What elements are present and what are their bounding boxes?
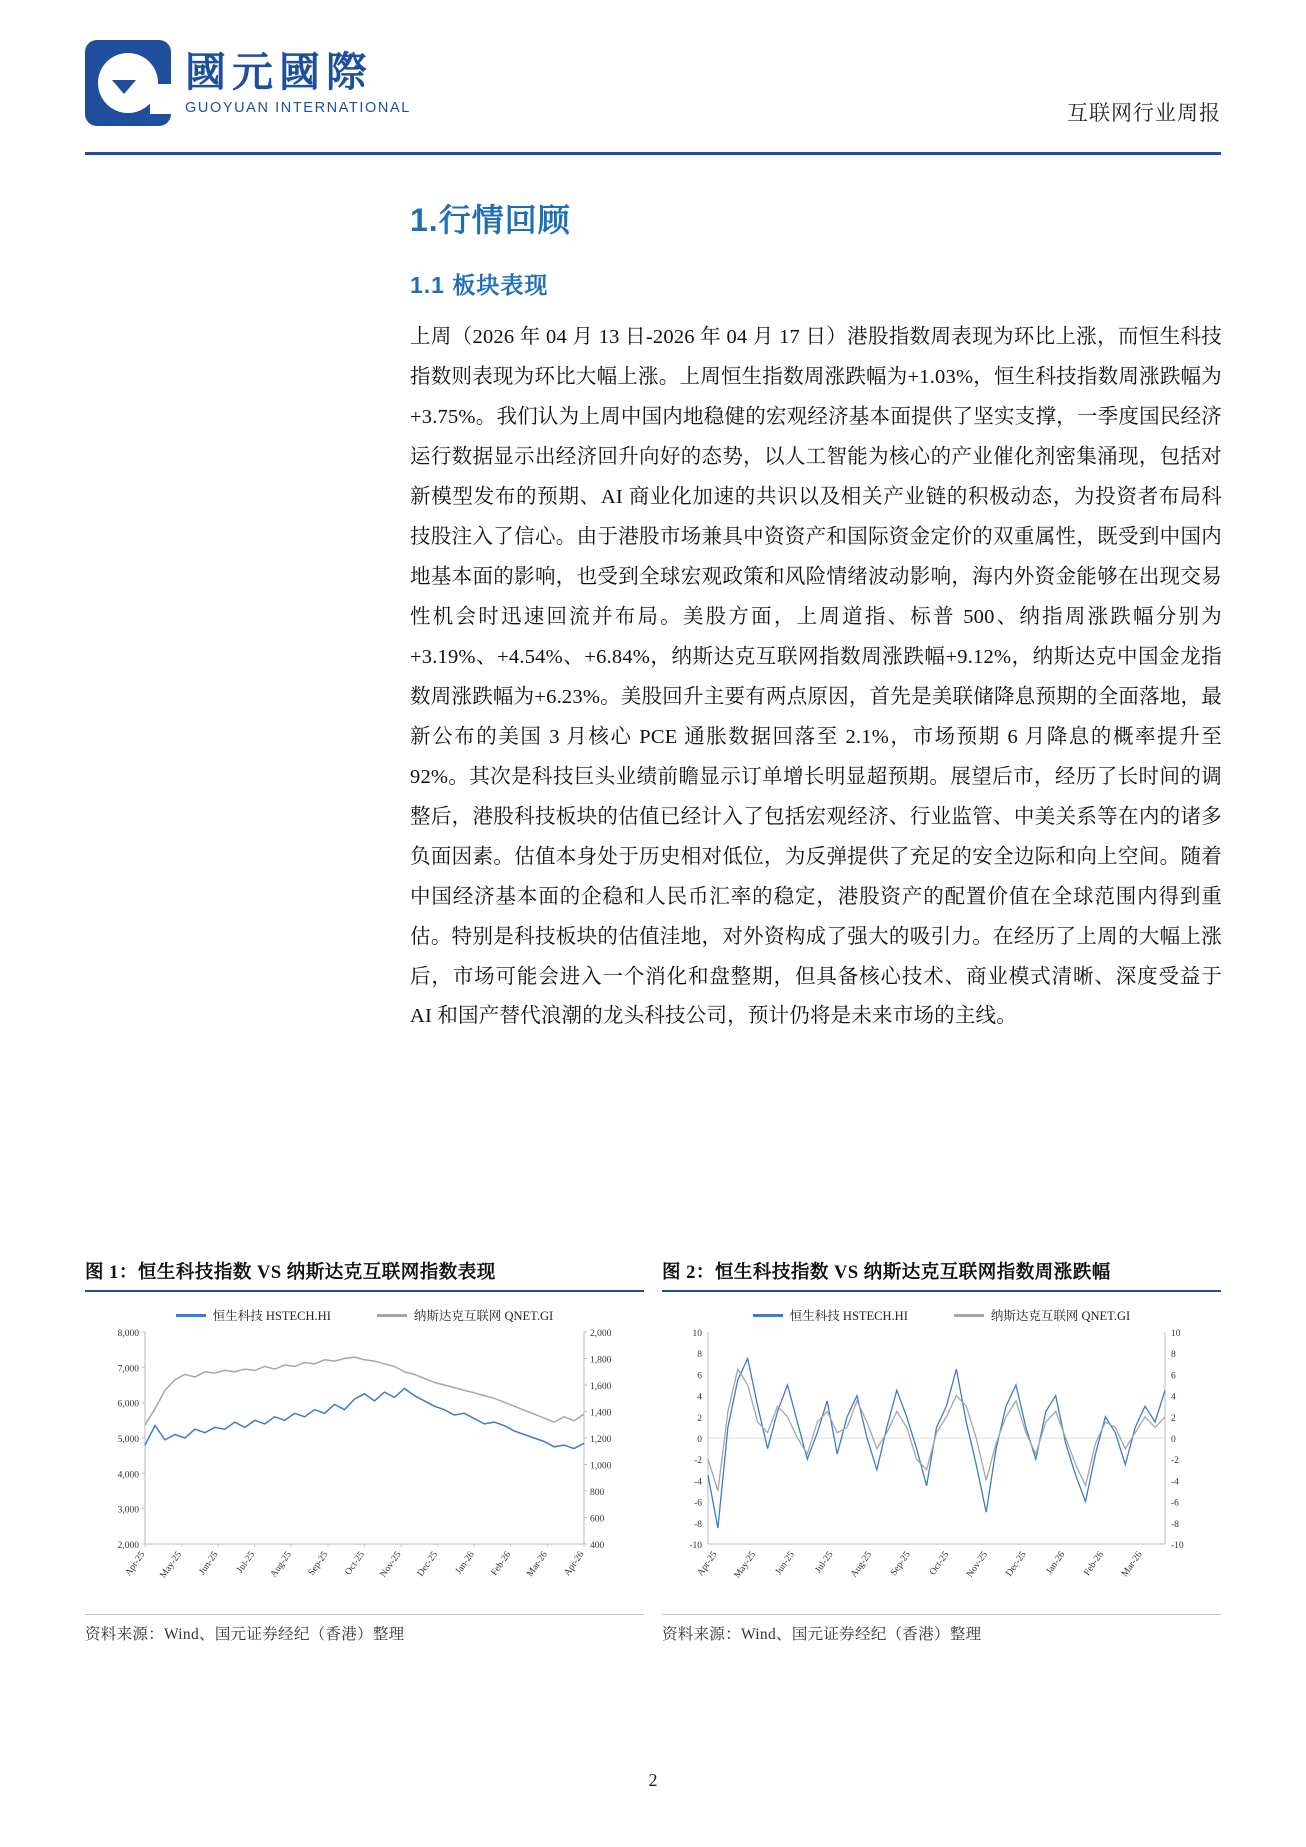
legend-item-qnet-2 — [954, 1306, 1130, 1324]
svg-text:Oct-25: Oct-25 — [343, 1549, 367, 1578]
svg-text:May-25: May-25 — [158, 1549, 185, 1581]
svg-text:Dec-25: Dec-25 — [1004, 1549, 1029, 1579]
svg-text:Jan-26: Jan-26 — [453, 1549, 477, 1577]
svg-text:Sep-25: Sep-25 — [306, 1549, 331, 1578]
svg-text:May-25: May-25 — [732, 1549, 759, 1581]
figure-1-legend — [85, 1292, 644, 1324]
figure-1 — [85, 1258, 644, 1644]
legend-item-hstech — [176, 1306, 331, 1324]
svg-text:4: 4 — [697, 1392, 702, 1403]
svg-text:Jul-25: Jul-25 — [235, 1549, 258, 1576]
svg-text:1,400: 1,400 — [590, 1408, 612, 1419]
svg-text:Mar-26: Mar-26 — [525, 1549, 550, 1579]
svg-text:800: 800 — [590, 1488, 605, 1498]
figure-2-source: 资料来源：Wind、国元证券经纪（香港）整理 — [662, 1626, 982, 1643]
svg-text:1,000: 1,000 — [590, 1461, 612, 1472]
svg-text:10: 10 — [692, 1329, 702, 1339]
svg-text:5,000: 5,000 — [117, 1435, 139, 1445]
svg-text:2,000: 2,000 — [590, 1329, 612, 1339]
figure-2-title: 图 2：恒生科技指数 VS 纳斯达克互联网指数周涨跌幅 — [662, 1258, 1221, 1292]
svg-text:8: 8 — [697, 1350, 702, 1361]
svg-text:4: 4 — [1171, 1392, 1176, 1403]
svg-text:-4: -4 — [1171, 1477, 1179, 1488]
svg-text:Apr-26: Apr-26 — [562, 1549, 587, 1579]
svg-text:-6: -6 — [1171, 1498, 1179, 1509]
svg-text:6: 6 — [697, 1371, 702, 1382]
svg-text:-2: -2 — [694, 1456, 702, 1467]
svg-text:-8: -8 — [694, 1519, 702, 1530]
figure-1-plot — [85, 1324, 644, 1596]
report-type-title: 互联网行业周报 — [1067, 101, 1221, 125]
legend-label-hstech: 恒生科技 HSTECH.HI — [212, 1309, 331, 1323]
legend-label-qnet-2: 纳斯达克互联网 QNET.GI — [990, 1309, 1131, 1323]
legend-swatch-hstech — [176, 1314, 206, 1317]
svg-text:Nov-25: Nov-25 — [378, 1549, 404, 1580]
figure-2-chart — [662, 1292, 1221, 1615]
svg-text:Oct-25: Oct-25 — [928, 1549, 952, 1578]
svg-text:-4: -4 — [694, 1477, 702, 1488]
svg-text:-2: -2 — [1171, 1456, 1179, 1467]
svg-text:Apr-25: Apr-25 — [695, 1549, 720, 1579]
svg-text:0: 0 — [697, 1435, 702, 1445]
svg-text:Nov-25: Nov-25 — [965, 1549, 991, 1580]
svg-text:10: 10 — [1171, 1329, 1181, 1339]
main-content — [410, 195, 1222, 1037]
logo-text-en: GUOYUAN INTERNATIONAL — [185, 99, 411, 116]
svg-text:Jul-25: Jul-25 — [813, 1549, 836, 1576]
figure-1-source: 资料来源：Wind、国元证券经纪（香港）整理 — [85, 1626, 405, 1643]
company-logo — [85, 40, 411, 126]
svg-text:2: 2 — [697, 1413, 702, 1424]
svg-text:Feb-26: Feb-26 — [1082, 1549, 1106, 1578]
legend-item-hstech-2 — [753, 1306, 908, 1324]
page-header — [85, 40, 1221, 145]
svg-text:8,000: 8,000 — [117, 1329, 139, 1339]
svg-text:Dec-25: Dec-25 — [415, 1549, 441, 1579]
svg-text:400: 400 — [590, 1541, 605, 1551]
svg-text:Aug-25: Aug-25 — [849, 1549, 875, 1580]
legend-label-hstech-2: 恒生科技 HSTECH.HI — [789, 1309, 908, 1323]
svg-text:-8: -8 — [1171, 1519, 1179, 1530]
svg-text:6,000: 6,000 — [117, 1399, 139, 1410]
legend-label-qnet: 纳斯达克互联网 QNET.GI — [413, 1309, 554, 1323]
figure-2 — [662, 1258, 1221, 1644]
svg-text:-10: -10 — [689, 1541, 702, 1551]
svg-text:-10: -10 — [1171, 1541, 1184, 1551]
svg-text:8: 8 — [1171, 1350, 1176, 1361]
legend-swatch-qnet-2 — [954, 1314, 984, 1317]
subsection-heading: 1.1 板块表现 — [410, 272, 549, 298]
svg-text:Aug-25: Aug-25 — [268, 1549, 294, 1580]
svg-text:-6: -6 — [694, 1498, 702, 1509]
svg-text:1,600: 1,600 — [590, 1382, 612, 1392]
svg-text:Sep-25: Sep-25 — [889, 1549, 913, 1578]
svg-text:1,200: 1,200 — [590, 1435, 612, 1445]
svg-text:2: 2 — [1171, 1413, 1176, 1424]
legend-item-qnet — [377, 1306, 553, 1324]
svg-text:2,000: 2,000 — [117, 1541, 139, 1551]
svg-text:Jun-25: Jun-25 — [773, 1549, 797, 1577]
svg-text:Feb-26: Feb-26 — [489, 1549, 514, 1578]
svg-text:600: 600 — [590, 1514, 605, 1525]
svg-text:Jun-25: Jun-25 — [197, 1549, 221, 1577]
svg-text:0: 0 — [1171, 1435, 1176, 1445]
svg-text:7,000: 7,000 — [117, 1364, 139, 1375]
figure-2-plot — [662, 1324, 1221, 1596]
svg-text:4,000: 4,000 — [117, 1470, 139, 1481]
section-heading: 1.行情回顾 — [410, 202, 571, 238]
header-divider — [85, 152, 1221, 155]
figure-1-title: 图 1：恒生科技指数 VS 纳斯达克互联网指数表现 — [85, 1258, 644, 1292]
svg-text:Apr-25: Apr-25 — [123, 1549, 148, 1579]
svg-text:Jan-26: Jan-26 — [1044, 1549, 1068, 1577]
svg-text:Mar-26: Mar-26 — [1120, 1549, 1145, 1579]
legend-swatch-hstech-2 — [753, 1314, 783, 1317]
logo-mark-icon — [85, 40, 171, 126]
svg-text:3,000: 3,000 — [117, 1505, 139, 1516]
svg-text:6: 6 — [1171, 1371, 1176, 1382]
figure-1-chart — [85, 1292, 644, 1615]
logo-text-cn: 國元國際 — [185, 49, 373, 96]
legend-swatch-qnet — [377, 1314, 407, 1317]
figures-row — [85, 1258, 1221, 1644]
page-number: 2 — [648, 1770, 658, 1790]
figure-2-legend — [662, 1292, 1221, 1324]
body-paragraph: 上周（2026 年 04 月 13 日-2026 年 04 月 17 日）港股指数周表现为环比上涨，而恒生科技指数则表现为环比大幅上涨。上周恒生指数周涨跌幅为+1.03%，恒生科技指数周涨跌幅为+3.75%。我们认为上周中国内地稳健的宏观经济基本面提供了坚实支撑，一季度国民经济运行数据显示出经济回升向好的态势，以人工智能为核心的产业催化剂密集涌现，包括对新模型发布的预期、AI 商业化加速的共识以及相关产业链的积极动态，为投资者布局科技股注入了信心。由于港股市场兼具中资资产和国际资金定价的双重属性，既受到中国内地基本面的影响，也受到全球宏观政策和风险情绪波动影响，海内外资金能够在出现交易性机会时迅速回流并布局。美股方面，上周道指、标普 500、纳指周涨跌幅分别为+3.19%、+4.54%、+6.84%，纳斯达克互联网指数周涨跌幅+9.12%，纳斯达克中国金龙指数周涨跌幅为+6.23%。美股回升主要有两点原因，首先是美联储降息预期的全面落地，最新公布的美国 3 月核心 PCE 通胀数据回落至 2.1%，市场预期 6 月降息的概率提升至 92%。其次是科技巨头业绩前瞻显示订单增长明显超预期。展望后市，经历了长时间的调整后，港股科技板块的估值已经计入了包括宏观经济、行业监管、中美关系等在内的诸多负面因素。估值本身处于历史相对低位，为反弹提供了充足的安全边际和向上空间。随着中国经济基本面的企稳和人民币汇率的稳定，港股资产的配置价值在全球范围内得到重估。特别是科技板块的估值洼地，对外资构成了强大的吸引力。在经历了上周的大幅上涨后，市场可能会进入一个消化和盘整期，但具备核心技术、商业模式清晰、深度受益于 AI 和国产替代浪潮的龙头科技公司，预计仍将是未来市场的主线。 — [410, 326, 1222, 1028]
svg-text:1,800: 1,800 — [590, 1355, 612, 1366]
